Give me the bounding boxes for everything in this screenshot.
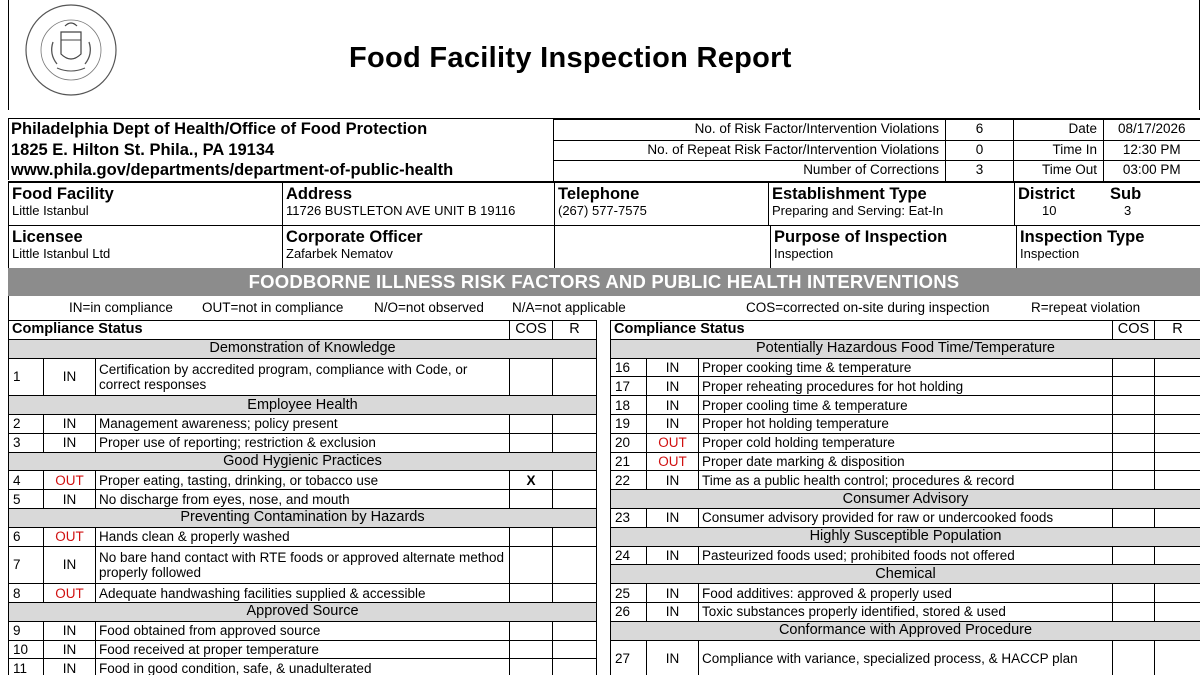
address-label: Address bbox=[286, 185, 353, 203]
table-row bbox=[9, 640, 597, 659]
summary-label: Time In bbox=[1014, 140, 1104, 161]
item-repeat bbox=[553, 584, 597, 603]
agency-website: www.phila.gov/departments/department-of-public-health bbox=[11, 161, 454, 179]
left-compliance-table bbox=[8, 320, 597, 675]
table-row bbox=[611, 508, 1200, 527]
compliance-status-header: Compliance Status bbox=[9, 321, 510, 340]
purpose-label: Purpose of Inspection bbox=[774, 228, 948, 246]
sub-value: 3 bbox=[1124, 203, 1132, 218]
agency-name: Philadelphia Dept of Health/Office of Food Protection bbox=[11, 120, 428, 138]
r-header: R bbox=[553, 321, 597, 340]
item-number: 1 bbox=[9, 358, 44, 396]
category-label: Conformance with Approved Procedure bbox=[611, 621, 1200, 640]
section-banner: FOODBORNE ILLNESS RISK FACTORS AND PUBLIC HEALTH INTERVENTIONS bbox=[8, 268, 1200, 296]
item-repeat bbox=[1155, 640, 1200, 675]
category-row bbox=[9, 602, 597, 621]
item-number: 20 bbox=[611, 433, 647, 452]
item-number: 23 bbox=[611, 508, 647, 527]
item-cos bbox=[510, 640, 553, 659]
item-description: Consumer advisory provided for raw or undercooked foods bbox=[699, 508, 1113, 527]
r-header: R bbox=[1155, 321, 1200, 340]
summary-row bbox=[554, 161, 1200, 182]
summary-label: No. of Risk Factor/Intervention Violations bbox=[554, 120, 946, 141]
item-repeat bbox=[1155, 377, 1200, 396]
item-repeat bbox=[1155, 602, 1200, 621]
category-row bbox=[611, 621, 1200, 640]
item-status: IN bbox=[647, 414, 699, 433]
sub-label: Sub bbox=[1110, 185, 1142, 203]
item-status: IN bbox=[647, 358, 699, 377]
category-label: Approved Source bbox=[9, 602, 597, 621]
item-number: 10 bbox=[9, 640, 44, 659]
item-cos bbox=[510, 659, 553, 675]
telephone-cell bbox=[555, 183, 769, 225]
establishment-type-cell bbox=[769, 183, 1015, 225]
item-number: 19 bbox=[611, 414, 647, 433]
table-row bbox=[9, 414, 597, 433]
report-header bbox=[8, 0, 1200, 110]
corporate-officer-label: Corporate Officer bbox=[286, 228, 423, 246]
table-row bbox=[611, 452, 1200, 471]
summary-value: 08/17/2026 bbox=[1104, 120, 1200, 141]
item-cos bbox=[510, 527, 553, 546]
item-status: IN bbox=[647, 471, 699, 490]
purpose-value: Inspection bbox=[774, 246, 834, 261]
legend-in: IN=in compliance bbox=[69, 300, 173, 315]
category-row bbox=[611, 490, 1200, 509]
item-number: 5 bbox=[9, 490, 44, 509]
table-row bbox=[9, 584, 597, 603]
legend-out: OUT=not in compliance bbox=[202, 300, 344, 315]
summary-value: 0 bbox=[946, 140, 1014, 161]
item-status: OUT bbox=[44, 471, 96, 490]
right-compliance-table bbox=[610, 320, 1200, 675]
item-number: 3 bbox=[9, 433, 44, 452]
item-cos bbox=[1113, 396, 1155, 415]
licensee-value: Little Istanbul Ltd bbox=[12, 246, 111, 261]
establishment-type-value: Preparing and Serving: Eat-In bbox=[772, 203, 944, 218]
item-description: Adequate handwashing facilities supplied & accessible bbox=[96, 584, 510, 603]
item-number: 25 bbox=[611, 584, 647, 603]
table-row bbox=[611, 471, 1200, 490]
table-row bbox=[611, 358, 1200, 377]
item-description: No discharge from eyes, nose, and mouth bbox=[96, 490, 510, 509]
item-cos: X bbox=[510, 471, 553, 490]
item-description: Food in good condition, safe, & unadulterated bbox=[96, 659, 510, 675]
table-row bbox=[611, 584, 1200, 603]
item-number: 7 bbox=[9, 546, 44, 584]
summary-value: 3 bbox=[946, 161, 1014, 182]
table-row bbox=[9, 433, 597, 452]
item-cos bbox=[1113, 602, 1155, 621]
item-number: 18 bbox=[611, 396, 647, 415]
food-facility-value: Little Istanbul bbox=[12, 203, 89, 218]
item-description: Proper cold holding temperature bbox=[699, 433, 1113, 452]
item-cos bbox=[510, 433, 553, 452]
table-divider bbox=[596, 320, 608, 675]
corporate-officer-cell bbox=[283, 226, 555, 268]
facility-row bbox=[8, 181, 1200, 225]
category-label: Preventing Contamination by Hazards bbox=[9, 508, 597, 527]
item-repeat bbox=[553, 659, 597, 675]
summary-value: 6 bbox=[946, 120, 1014, 141]
item-cos bbox=[1113, 358, 1155, 377]
summary-value: 03:00 PM bbox=[1104, 161, 1200, 182]
item-description: Proper eating, tasting, drinking, or tobacco use bbox=[96, 471, 510, 490]
item-description: Hands clean & properly washed bbox=[96, 527, 510, 546]
item-cos bbox=[510, 414, 553, 433]
food-facility-cell bbox=[9, 183, 283, 225]
legend-na: N/A=not applicable bbox=[512, 300, 626, 315]
summary-label: Number of Corrections bbox=[554, 161, 946, 182]
item-number: 24 bbox=[611, 546, 647, 565]
table-row bbox=[9, 659, 597, 675]
item-cos bbox=[510, 490, 553, 509]
address-value: 11726 BUSTLETON AVE UNIT B 19116 bbox=[286, 203, 516, 218]
licensee-cell bbox=[9, 226, 283, 268]
agency-info bbox=[8, 118, 1200, 180]
item-description: Proper date marking & disposition bbox=[699, 452, 1113, 471]
item-cos bbox=[1113, 377, 1155, 396]
item-status: OUT bbox=[647, 452, 699, 471]
table-row bbox=[9, 546, 597, 584]
category-row bbox=[9, 396, 597, 415]
item-cos bbox=[1113, 546, 1155, 565]
item-cos bbox=[510, 584, 553, 603]
item-status: IN bbox=[647, 377, 699, 396]
empty-cell bbox=[555, 226, 771, 268]
item-status: IN bbox=[647, 640, 699, 675]
item-repeat bbox=[553, 527, 597, 546]
item-description: Proper use of reporting; restriction & exclusion bbox=[96, 433, 510, 452]
establishment-type-label: Establishment Type bbox=[772, 185, 927, 203]
item-description: Management awareness; policy present bbox=[96, 414, 510, 433]
table-row bbox=[9, 490, 597, 509]
item-status: IN bbox=[44, 640, 96, 659]
item-repeat bbox=[1155, 508, 1200, 527]
item-number: 8 bbox=[9, 584, 44, 603]
item-cos bbox=[1113, 640, 1155, 675]
category-label: Highly Susceptible Population bbox=[611, 527, 1200, 546]
item-number: 16 bbox=[611, 358, 647, 377]
item-status: IN bbox=[647, 396, 699, 415]
district-value: 10 bbox=[1042, 203, 1057, 218]
summary-value: 12:30 PM bbox=[1104, 140, 1200, 161]
table-row bbox=[611, 377, 1200, 396]
item-status: IN bbox=[44, 621, 96, 640]
page-title: Food Facility Inspection Report bbox=[349, 42, 792, 74]
item-repeat bbox=[553, 414, 597, 433]
inspection-type-cell bbox=[1017, 226, 1200, 268]
item-cos bbox=[510, 621, 553, 640]
item-status: OUT bbox=[44, 584, 96, 603]
item-repeat bbox=[1155, 358, 1200, 377]
item-repeat bbox=[553, 621, 597, 640]
district-cell bbox=[1015, 183, 1107, 225]
table-row bbox=[611, 640, 1200, 675]
item-number: 17 bbox=[611, 377, 647, 396]
item-status: IN bbox=[44, 546, 96, 584]
item-number: 2 bbox=[9, 414, 44, 433]
item-description: Food additives: approved & properly used bbox=[699, 584, 1113, 603]
legend-no: N/O=not observed bbox=[374, 300, 484, 315]
table-header-row bbox=[611, 321, 1200, 340]
item-status: OUT bbox=[44, 527, 96, 546]
item-cos bbox=[510, 358, 553, 396]
item-number: 26 bbox=[611, 602, 647, 621]
inspection-type-value: Inspection bbox=[1020, 246, 1080, 261]
cos-header: COS bbox=[510, 321, 553, 340]
item-number: 11 bbox=[9, 659, 44, 675]
category-row bbox=[9, 452, 597, 471]
item-repeat bbox=[1155, 471, 1200, 490]
item-status: IN bbox=[647, 508, 699, 527]
table-row bbox=[611, 546, 1200, 565]
cos-header: COS bbox=[1113, 321, 1155, 340]
item-description: Proper cooking time & temperature bbox=[699, 358, 1113, 377]
item-cos bbox=[1113, 433, 1155, 452]
address-cell bbox=[283, 183, 555, 225]
summary-label: Date bbox=[1014, 120, 1104, 141]
table-row bbox=[611, 396, 1200, 415]
table-header-row bbox=[9, 321, 597, 340]
category-row bbox=[611, 527, 1200, 546]
item-status: IN bbox=[44, 433, 96, 452]
category-label: Good Hygienic Practices bbox=[9, 452, 597, 471]
category-row bbox=[611, 565, 1200, 584]
item-description: Certification by accredited program, compliance with Code, or correct responses bbox=[96, 358, 510, 396]
table-row bbox=[611, 433, 1200, 452]
item-repeat bbox=[1155, 433, 1200, 452]
item-repeat bbox=[553, 490, 597, 509]
inspection-summary-table bbox=[553, 119, 1200, 182]
item-number: 6 bbox=[9, 527, 44, 546]
table-row bbox=[9, 471, 597, 490]
summary-row bbox=[554, 120, 1200, 141]
table-row bbox=[9, 527, 597, 546]
category-label: Potentially Hazardous Food Time/Temperature bbox=[611, 339, 1200, 358]
item-description: Pasteurized foods used; prohibited foods not offered bbox=[699, 546, 1113, 565]
agency-address: 1825 E. Hilton St. Phila., PA 19134 bbox=[11, 140, 275, 159]
purpose-cell bbox=[771, 226, 1017, 268]
item-repeat bbox=[1155, 584, 1200, 603]
item-status: IN bbox=[44, 659, 96, 675]
category-label: Consumer Advisory bbox=[611, 490, 1200, 509]
table-row bbox=[9, 358, 597, 396]
item-description: Proper hot holding temperature bbox=[699, 414, 1113, 433]
item-repeat bbox=[553, 640, 597, 659]
item-cos bbox=[1113, 414, 1155, 433]
item-repeat bbox=[553, 433, 597, 452]
item-repeat bbox=[1155, 396, 1200, 415]
item-status: IN bbox=[647, 546, 699, 565]
food-facility-label: Food Facility bbox=[12, 185, 114, 203]
item-repeat bbox=[1155, 546, 1200, 565]
item-number: 9 bbox=[9, 621, 44, 640]
item-status: IN bbox=[647, 584, 699, 603]
item-number: 4 bbox=[9, 471, 44, 490]
summary-label: No. of Repeat Risk Factor/Intervention Violations bbox=[554, 140, 946, 161]
item-description: Proper reheating procedures for hot holding bbox=[699, 377, 1113, 396]
item-description: Time as a public health control; procedures & record bbox=[699, 471, 1113, 490]
item-repeat bbox=[553, 471, 597, 490]
licensee-label: Licensee bbox=[12, 228, 83, 246]
category-row bbox=[9, 339, 597, 358]
item-repeat bbox=[1155, 452, 1200, 471]
item-repeat bbox=[553, 546, 597, 584]
item-cos bbox=[1113, 471, 1155, 490]
category-label: Employee Health bbox=[9, 396, 597, 415]
legend-r: R=repeat violation bbox=[1031, 300, 1141, 315]
item-number: 27 bbox=[611, 640, 647, 675]
city-seal-icon bbox=[23, 2, 119, 98]
legend-cos: COS=corrected on-site during inspection bbox=[746, 300, 990, 315]
category-label: Chemical bbox=[611, 565, 1200, 584]
category-row bbox=[9, 508, 597, 527]
category-row bbox=[611, 339, 1200, 358]
item-cos bbox=[1113, 508, 1155, 527]
legend-bar bbox=[8, 296, 1200, 320]
item-description: Food received at proper temperature bbox=[96, 640, 510, 659]
corporate-officer-value: Zafarbek Nematov bbox=[286, 246, 393, 261]
item-repeat bbox=[553, 358, 597, 396]
item-cos bbox=[1113, 584, 1155, 603]
district-label: District bbox=[1018, 185, 1075, 203]
summary-label: Time Out bbox=[1014, 161, 1104, 182]
item-status: IN bbox=[44, 358, 96, 396]
item-status: OUT bbox=[647, 433, 699, 452]
item-description: Food obtained from approved source bbox=[96, 621, 510, 640]
compliance-status-header: Compliance Status bbox=[611, 321, 1113, 340]
telephone-value: (267) 577-7575 bbox=[558, 203, 647, 218]
item-description: Toxic substances properly identified, stored & used bbox=[699, 602, 1113, 621]
table-row bbox=[9, 621, 597, 640]
item-number: 22 bbox=[611, 471, 647, 490]
item-description: Proper cooling time & temperature bbox=[699, 396, 1113, 415]
table-row bbox=[611, 414, 1200, 433]
table-row bbox=[611, 602, 1200, 621]
item-cos bbox=[1113, 452, 1155, 471]
item-cos bbox=[510, 546, 553, 584]
item-number: 21 bbox=[611, 452, 647, 471]
item-status: IN bbox=[44, 414, 96, 433]
summary-row bbox=[554, 140, 1200, 161]
telephone-label: Telephone bbox=[558, 185, 640, 203]
item-status: IN bbox=[647, 602, 699, 621]
item-status: IN bbox=[44, 490, 96, 509]
licensee-row bbox=[8, 225, 1200, 268]
agency-block bbox=[11, 119, 453, 181]
inspection-type-label: Inspection Type bbox=[1020, 228, 1145, 246]
item-repeat bbox=[1155, 414, 1200, 433]
category-label: Demonstration of Knowledge bbox=[9, 339, 597, 358]
sub-cell bbox=[1107, 183, 1200, 225]
item-description: Compliance with variance, specialized process, & HACCP plan bbox=[699, 640, 1113, 675]
item-description: No bare hand contact with RTE foods or approved alternate method properly followed bbox=[96, 546, 510, 584]
